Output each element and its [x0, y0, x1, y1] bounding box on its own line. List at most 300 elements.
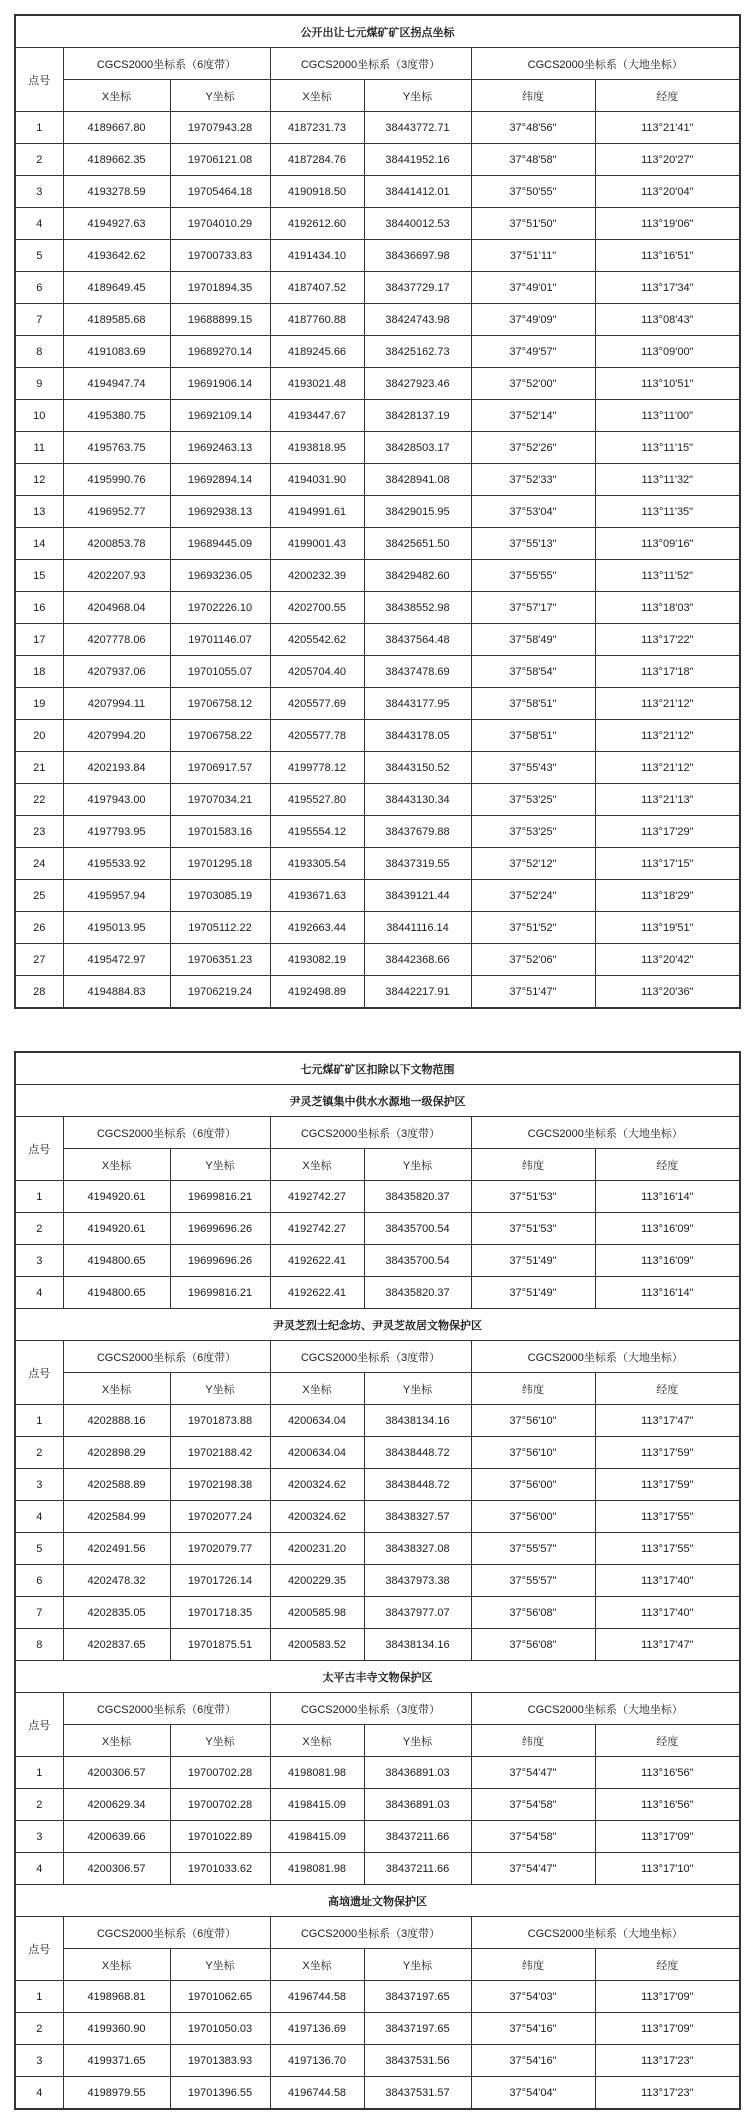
x-6deg-cell: 4202898.29 [63, 1437, 170, 1469]
longitude-cell: 113°16'14" [595, 1181, 740, 1213]
x-3deg-cell: 4196744.58 [270, 2077, 364, 2110]
header-row-axes [15, 1949, 740, 1981]
y-6deg-cell: 19701396.55 [170, 2077, 270, 2110]
y-6deg-cell: 19706219.24 [170, 976, 270, 1009]
x-6deg-cell: 4199371.65 [63, 2045, 170, 2077]
point-id-cell: 1 [15, 1981, 63, 2013]
x-3deg-cell: 4196744.58 [270, 1981, 364, 2013]
data-row [15, 1565, 740, 1597]
data-row [15, 176, 740, 208]
data-row [15, 752, 740, 784]
y-3deg-cell: 38435700.54 [364, 1245, 471, 1277]
point-id-cell: 1 [15, 112, 63, 144]
longitude-cell: 113°16'14" [595, 1277, 740, 1309]
section-subtitle-row [15, 1085, 740, 1117]
point-id-cell: 1 [15, 1405, 63, 1437]
data-row [15, 720, 740, 752]
col-header-latitude: 纬度 [471, 80, 595, 112]
y-6deg-cell: 19692938.13 [170, 496, 270, 528]
point-id-cell: 12 [15, 464, 63, 496]
table1-title-row [15, 15, 740, 48]
x-6deg-cell: 4189667.80 [63, 112, 170, 144]
data-row [15, 592, 740, 624]
y-6deg-cell: 19707943.28 [170, 112, 270, 144]
longitude-cell: 113°16'51" [595, 240, 740, 272]
y-3deg-cell: 38438327.08 [364, 1533, 471, 1565]
col-header-x-6deg: X坐标 [63, 1949, 170, 1981]
data-row [15, 432, 740, 464]
data-row [15, 1405, 740, 1437]
y-6deg-cell: 19700702.28 [170, 1789, 270, 1821]
latitude-cell: 37°52'24" [471, 880, 595, 912]
y-6deg-cell: 19706121.08 [170, 144, 270, 176]
y-3deg-cell: 38441116.14 [364, 912, 471, 944]
point-id-cell: 26 [15, 912, 63, 944]
x-6deg-cell: 4194920.61 [63, 1213, 170, 1245]
data-row [15, 464, 740, 496]
col-header-y-6deg: Y坐标 [170, 1725, 270, 1757]
point-id-cell: 2 [15, 1213, 63, 1245]
y-3deg-cell: 38443130.34 [364, 784, 471, 816]
col-header-cgcs2000-geodetic: CGCS2000坐标系（大地坐标） [471, 1117, 740, 1149]
col-header-point-id: 点号 [15, 1693, 63, 1757]
data-row [15, 336, 740, 368]
data-row [15, 944, 740, 976]
point-id-cell: 3 [15, 1821, 63, 1853]
x-3deg-cell: 4198415.09 [270, 1821, 364, 1853]
longitude-cell: 113°21'41" [595, 112, 740, 144]
longitude-cell: 113°21'12" [595, 752, 740, 784]
header-row-coordinate-systems [15, 1341, 740, 1373]
x-6deg-cell: 4202837.65 [63, 1629, 170, 1661]
x-3deg-cell: 4200634.04 [270, 1437, 364, 1469]
y-3deg-cell: 38437564.48 [364, 624, 471, 656]
longitude-cell: 113°17'09" [595, 1821, 740, 1853]
x-6deg-cell: 4194947.74 [63, 368, 170, 400]
y-3deg-cell: 38438134.16 [364, 1405, 471, 1437]
y-3deg-cell: 38437679.88 [364, 816, 471, 848]
col-header-cgcs2000-6deg: CGCS2000坐标系（6度带） [63, 1341, 270, 1373]
col-header-point-id: 点号 [15, 48, 63, 112]
x-6deg-cell: 4195533.92 [63, 848, 170, 880]
x-6deg-cell: 4189662.35 [63, 144, 170, 176]
y-3deg-cell: 38437977.07 [364, 1597, 471, 1629]
x-6deg-cell: 4189649.45 [63, 272, 170, 304]
y-6deg-cell: 19701033.62 [170, 1853, 270, 1885]
x-3deg-cell: 4198081.98 [270, 1853, 364, 1885]
col-header-latitude: 纬度 [471, 1373, 595, 1405]
x-3deg-cell: 4193818.95 [270, 432, 364, 464]
col-header-longitude: 经度 [595, 1373, 740, 1405]
latitude-cell: 37°54'58" [471, 1789, 595, 1821]
point-id-cell: 28 [15, 976, 63, 1009]
y-6deg-cell: 19699816.21 [170, 1277, 270, 1309]
data-row [15, 1469, 740, 1501]
y-6deg-cell: 19692109.14 [170, 400, 270, 432]
x-3deg-cell: 4190918.50 [270, 176, 364, 208]
section-subtitle: 太平古丰寺文物保护区 [15, 1661, 740, 1693]
x-3deg-cell: 4198081.98 [270, 1757, 364, 1789]
x-3deg-cell: 4198415.09 [270, 1789, 364, 1821]
latitude-cell: 37°51'50" [471, 208, 595, 240]
latitude-cell: 37°51'47" [471, 976, 595, 1009]
y-6deg-cell: 19701062.65 [170, 1981, 270, 2013]
latitude-cell: 37°54'03" [471, 1981, 595, 2013]
col-header-x-3deg: X坐标 [270, 80, 364, 112]
point-id-cell: 4 [15, 208, 63, 240]
latitude-cell: 37°55'55" [471, 560, 595, 592]
longitude-cell: 113°17'09" [595, 2013, 740, 2045]
header-row-coordinate-systems [15, 1693, 740, 1725]
x-3deg-cell: 4187231.73 [270, 112, 364, 144]
latitude-cell: 37°53'25" [471, 784, 595, 816]
longitude-cell: 113°17'34" [595, 272, 740, 304]
x-3deg-cell: 4193671.63 [270, 880, 364, 912]
x-3deg-cell: 4199778.12 [270, 752, 364, 784]
x-3deg-cell: 4192612.60 [270, 208, 364, 240]
data-row [15, 880, 740, 912]
x-6deg-cell: 4193642.62 [63, 240, 170, 272]
latitude-cell: 37°54'58" [471, 1821, 595, 1853]
x-3deg-cell: 4200324.62 [270, 1501, 364, 1533]
latitude-cell: 37°54'16" [471, 2045, 595, 2077]
col-header-point-id: 点号 [15, 1341, 63, 1405]
y-6deg-cell: 19705112.22 [170, 912, 270, 944]
point-id-cell: 17 [15, 624, 63, 656]
x-3deg-cell: 4197136.69 [270, 2013, 364, 2045]
point-id-cell: 1 [15, 1181, 63, 1213]
header-row-coordinate-systems [15, 1917, 740, 1949]
longitude-cell: 113°11'15" [595, 432, 740, 464]
point-id-cell: 11 [15, 432, 63, 464]
col-header-cgcs2000-6deg: CGCS2000坐标系（6度带） [63, 1917, 270, 1949]
header-row-coordinate-systems [15, 48, 740, 80]
point-id-cell: 2 [15, 1437, 63, 1469]
x-6deg-cell: 4198979.55 [63, 2077, 170, 2110]
point-id-cell: 27 [15, 944, 63, 976]
col-header-x-3deg: X坐标 [270, 1373, 364, 1405]
y-3deg-cell: 38438448.72 [364, 1437, 471, 1469]
x-6deg-cell: 4202584.99 [63, 1501, 170, 1533]
latitude-cell: 37°52'12" [471, 848, 595, 880]
point-id-cell: 15 [15, 560, 63, 592]
latitude-cell: 37°56'08" [471, 1597, 595, 1629]
x-3deg-cell: 4200232.39 [270, 560, 364, 592]
y-6deg-cell: 19702077.24 [170, 1501, 270, 1533]
x-3deg-cell: 4189245.66 [270, 336, 364, 368]
header-row-axes [15, 1373, 740, 1405]
point-id-cell: 4 [15, 1501, 63, 1533]
y-3deg-cell: 38437211.66 [364, 1853, 471, 1885]
col-header-cgcs2000-3deg: CGCS2000坐标系（3度带） [270, 1917, 471, 1949]
latitude-cell: 37°49'57" [471, 336, 595, 368]
y-6deg-cell: 19701055.07 [170, 656, 270, 688]
x-6deg-cell: 4207778.06 [63, 624, 170, 656]
section-subtitle: 高垴遗址文物保护区 [15, 1885, 740, 1917]
y-3deg-cell: 38438448.72 [364, 1469, 471, 1501]
col-header-y-6deg: Y坐标 [170, 1949, 270, 1981]
y-3deg-cell: 38427923.46 [364, 368, 471, 400]
latitude-cell: 37°58'51" [471, 688, 595, 720]
data-row [15, 784, 740, 816]
data-row [15, 1501, 740, 1533]
x-6deg-cell: 4191083.69 [63, 336, 170, 368]
latitude-cell: 37°51'52" [471, 912, 595, 944]
col-header-x-3deg: X坐标 [270, 1149, 364, 1181]
x-6deg-cell: 4194800.65 [63, 1277, 170, 1309]
col-header-longitude: 经度 [595, 80, 740, 112]
latitude-cell: 37°56'10" [471, 1437, 595, 1469]
longitude-cell: 113°16'09" [595, 1213, 740, 1245]
y-6deg-cell: 19702226.10 [170, 592, 270, 624]
y-3deg-cell: 38442368.66 [364, 944, 471, 976]
y-6deg-cell: 19701295.18 [170, 848, 270, 880]
y-3deg-cell: 38437197.65 [364, 2013, 471, 2045]
col-header-longitude: 经度 [595, 1725, 740, 1757]
y-3deg-cell: 38437478.69 [364, 656, 471, 688]
data-row [15, 912, 740, 944]
y-3deg-cell: 38424743.98 [364, 304, 471, 336]
excluded-heritage-areas-table [14, 1051, 741, 2110]
longitude-cell: 113°18'03" [595, 592, 740, 624]
y-6deg-cell: 19701383.93 [170, 2045, 270, 2077]
x-3deg-cell: 4205704.40 [270, 656, 364, 688]
x-6deg-cell: 4207994.11 [63, 688, 170, 720]
longitude-cell: 113°17'18" [595, 656, 740, 688]
x-6deg-cell: 4195990.76 [63, 464, 170, 496]
data-row [15, 816, 740, 848]
longitude-cell: 113°17'23" [595, 2045, 740, 2077]
x-6deg-cell: 4195763.75 [63, 432, 170, 464]
latitude-cell: 37°58'49" [471, 624, 595, 656]
table2-title: 七元煤矿矿区扣除以下文物范围 [15, 1052, 740, 1085]
header-row-axes [15, 1149, 740, 1181]
latitude-cell: 37°56'10" [471, 1405, 595, 1437]
latitude-cell: 37°54'47" [471, 1853, 595, 1885]
x-6deg-cell: 4200853.78 [63, 528, 170, 560]
longitude-cell: 113°17'22" [595, 624, 740, 656]
x-6deg-cell: 4195957.94 [63, 880, 170, 912]
col-header-y-3deg: Y坐标 [364, 1949, 471, 1981]
data-row [15, 1789, 740, 1821]
data-row [15, 1181, 740, 1213]
x-3deg-cell: 4194031.90 [270, 464, 364, 496]
y-3deg-cell: 38428137.19 [364, 400, 471, 432]
section-subtitle: 尹灵芝镇集中供水水源地一级保护区 [15, 1085, 740, 1117]
point-id-cell: 2 [15, 1789, 63, 1821]
x-3deg-cell: 4192498.89 [270, 976, 364, 1009]
y-3deg-cell: 38437197.65 [364, 1981, 471, 2013]
y-3deg-cell: 38441952.16 [364, 144, 471, 176]
longitude-cell: 113°21'12" [595, 688, 740, 720]
data-row [15, 848, 740, 880]
x-3deg-cell: 4192622.41 [270, 1277, 364, 1309]
y-6deg-cell: 19692463.13 [170, 432, 270, 464]
y-3deg-cell: 38442217.91 [364, 976, 471, 1009]
x-3deg-cell: 4197136.70 [270, 2045, 364, 2077]
y-6deg-cell: 19704010.29 [170, 208, 270, 240]
y-3deg-cell: 38438327.57 [364, 1501, 471, 1533]
x-3deg-cell: 4193305.54 [270, 848, 364, 880]
point-id-cell: 18 [15, 656, 63, 688]
latitude-cell: 37°51'53" [471, 1181, 595, 1213]
col-header-x-3deg: X坐标 [270, 1949, 364, 1981]
col-header-y-3deg: Y坐标 [364, 1149, 471, 1181]
point-id-cell: 7 [15, 1597, 63, 1629]
longitude-cell: 113°21'13" [595, 784, 740, 816]
point-id-cell: 4 [15, 1853, 63, 1885]
latitude-cell: 37°56'00" [471, 1469, 595, 1501]
y-6deg-cell: 19692894.14 [170, 464, 270, 496]
y-6deg-cell: 19706351.23 [170, 944, 270, 976]
latitude-cell: 37°55'43" [471, 752, 595, 784]
data-row [15, 560, 740, 592]
point-id-cell: 7 [15, 304, 63, 336]
y-3deg-cell: 38429482.60 [364, 560, 471, 592]
x-6deg-cell: 4202835.05 [63, 1597, 170, 1629]
longitude-cell: 113°16'09" [595, 1245, 740, 1277]
col-header-longitude: 经度 [595, 1149, 740, 1181]
point-id-cell: 21 [15, 752, 63, 784]
x-3deg-cell: 4200231.20 [270, 1533, 364, 1565]
y-6deg-cell: 19701022.89 [170, 1821, 270, 1853]
point-id-cell: 23 [15, 816, 63, 848]
longitude-cell: 113°17'59" [595, 1469, 740, 1501]
y-3deg-cell: 38440012.53 [364, 208, 471, 240]
longitude-cell: 113°17'15" [595, 848, 740, 880]
latitude-cell: 37°50'55" [471, 176, 595, 208]
x-3deg-cell: 4195554.12 [270, 816, 364, 848]
y-6deg-cell: 19700733.83 [170, 240, 270, 272]
latitude-cell: 37°52'14" [471, 400, 595, 432]
x-6deg-cell: 4199360.90 [63, 2013, 170, 2045]
section-subtitle-row [15, 1309, 740, 1341]
x-6deg-cell: 4204968.04 [63, 592, 170, 624]
point-id-cell: 4 [15, 2077, 63, 2110]
point-id-cell: 5 [15, 1533, 63, 1565]
point-id-cell: 1 [15, 1757, 63, 1789]
latitude-cell: 37°51'53" [471, 1213, 595, 1245]
y-6deg-cell: 19706917.57 [170, 752, 270, 784]
point-id-cell: 3 [15, 176, 63, 208]
header-row-axes [15, 80, 740, 112]
col-header-y-3deg: Y坐标 [364, 1373, 471, 1405]
longitude-cell: 113°11'32" [595, 464, 740, 496]
col-header-x-3deg: X坐标 [270, 1725, 364, 1757]
col-header-cgcs2000-3deg: CGCS2000坐标系（3度带） [270, 1693, 471, 1725]
y-6deg-cell: 19705464.18 [170, 176, 270, 208]
data-row [15, 976, 740, 1009]
x-3deg-cell: 4187760.88 [270, 304, 364, 336]
col-header-x-6deg: X坐标 [63, 80, 170, 112]
x-3deg-cell: 4192663.44 [270, 912, 364, 944]
col-header-x-6deg: X坐标 [63, 1149, 170, 1181]
y-6deg-cell: 19699696.26 [170, 1213, 270, 1245]
latitude-cell: 37°48'58" [471, 144, 595, 176]
longitude-cell: 113°17'55" [595, 1533, 740, 1565]
data-row [15, 400, 740, 432]
x-6deg-cell: 4194920.61 [63, 1181, 170, 1213]
longitude-cell: 113°17'59" [595, 1437, 740, 1469]
x-6deg-cell: 4194927.63 [63, 208, 170, 240]
point-id-cell: 2 [15, 2013, 63, 2045]
y-3deg-cell: 38436891.03 [364, 1757, 471, 1789]
y-3deg-cell: 38437729.17 [364, 272, 471, 304]
longitude-cell: 113°17'40" [595, 1597, 740, 1629]
x-3deg-cell: 4187407.52 [270, 272, 364, 304]
section-subtitle: 尹灵芝烈士纪念坊、尹灵芝故居文物保护区 [15, 1309, 740, 1341]
y-3deg-cell: 38435820.37 [364, 1181, 471, 1213]
point-id-cell: 16 [15, 592, 63, 624]
point-id-cell: 8 [15, 336, 63, 368]
x-3deg-cell: 4205577.78 [270, 720, 364, 752]
x-6deg-cell: 4202491.56 [63, 1533, 170, 1565]
latitude-cell: 37°55'57" [471, 1565, 595, 1597]
data-row [15, 1277, 740, 1309]
latitude-cell: 37°54'16" [471, 2013, 595, 2045]
latitude-cell: 37°49'09" [471, 304, 595, 336]
data-row [15, 2045, 740, 2077]
col-header-cgcs2000-3deg: CGCS2000坐标系（3度带） [270, 1117, 471, 1149]
col-header-cgcs2000-6deg: CGCS2000坐标系（6度带） [63, 1693, 270, 1725]
latitude-cell: 37°52'33" [471, 464, 595, 496]
data-row [15, 144, 740, 176]
data-row [15, 1245, 740, 1277]
x-6deg-cell: 4195380.75 [63, 400, 170, 432]
longitude-cell: 113°17'40" [595, 1565, 740, 1597]
x-3deg-cell: 4193082.19 [270, 944, 364, 976]
data-row [15, 112, 740, 144]
col-header-latitude: 纬度 [471, 1149, 595, 1181]
longitude-cell: 113°17'10" [595, 1853, 740, 1885]
latitude-cell: 37°54'04" [471, 2077, 595, 2110]
data-row [15, 304, 740, 336]
y-6deg-cell: 19691906.14 [170, 368, 270, 400]
x-6deg-cell: 4189585.68 [63, 304, 170, 336]
data-row [15, 368, 740, 400]
y-3deg-cell: 38437211.66 [364, 1821, 471, 1853]
x-3deg-cell: 4200585.98 [270, 1597, 364, 1629]
header-row-coordinate-systems [15, 1117, 740, 1149]
y-6deg-cell: 19706758.12 [170, 688, 270, 720]
x-6deg-cell: 4200306.57 [63, 1757, 170, 1789]
y-6deg-cell: 19689270.14 [170, 336, 270, 368]
point-id-cell: 3 [15, 1469, 63, 1501]
longitude-cell: 113°18'29" [595, 880, 740, 912]
col-header-cgcs2000-6deg: CGCS2000坐标系（6度带） [63, 48, 270, 80]
y-3deg-cell: 38436891.03 [364, 1789, 471, 1821]
point-id-cell: 8 [15, 1629, 63, 1661]
y-3deg-cell: 38439121.44 [364, 880, 471, 912]
x-6deg-cell: 4198968.81 [63, 1981, 170, 2013]
x-3deg-cell: 4205577.69 [270, 688, 364, 720]
y-6deg-cell: 19700702.28 [170, 1757, 270, 1789]
y-3deg-cell: 38441412.01 [364, 176, 471, 208]
latitude-cell: 37°51'49" [471, 1277, 595, 1309]
y-6deg-cell: 19693236.05 [170, 560, 270, 592]
col-header-y-6deg: Y坐标 [170, 80, 270, 112]
header-row-axes [15, 1725, 740, 1757]
x-3deg-cell: 4192742.27 [270, 1213, 364, 1245]
longitude-cell: 113°16'56" [595, 1789, 740, 1821]
x-6deg-cell: 4207994.20 [63, 720, 170, 752]
data-row [15, 1853, 740, 1885]
longitude-cell: 113°17'47" [595, 1629, 740, 1661]
y-3deg-cell: 38443150.52 [364, 752, 471, 784]
longitude-cell: 113°11'00" [595, 400, 740, 432]
y-3deg-cell: 38438134.16 [364, 1629, 471, 1661]
longitude-cell: 113°20'27" [595, 144, 740, 176]
